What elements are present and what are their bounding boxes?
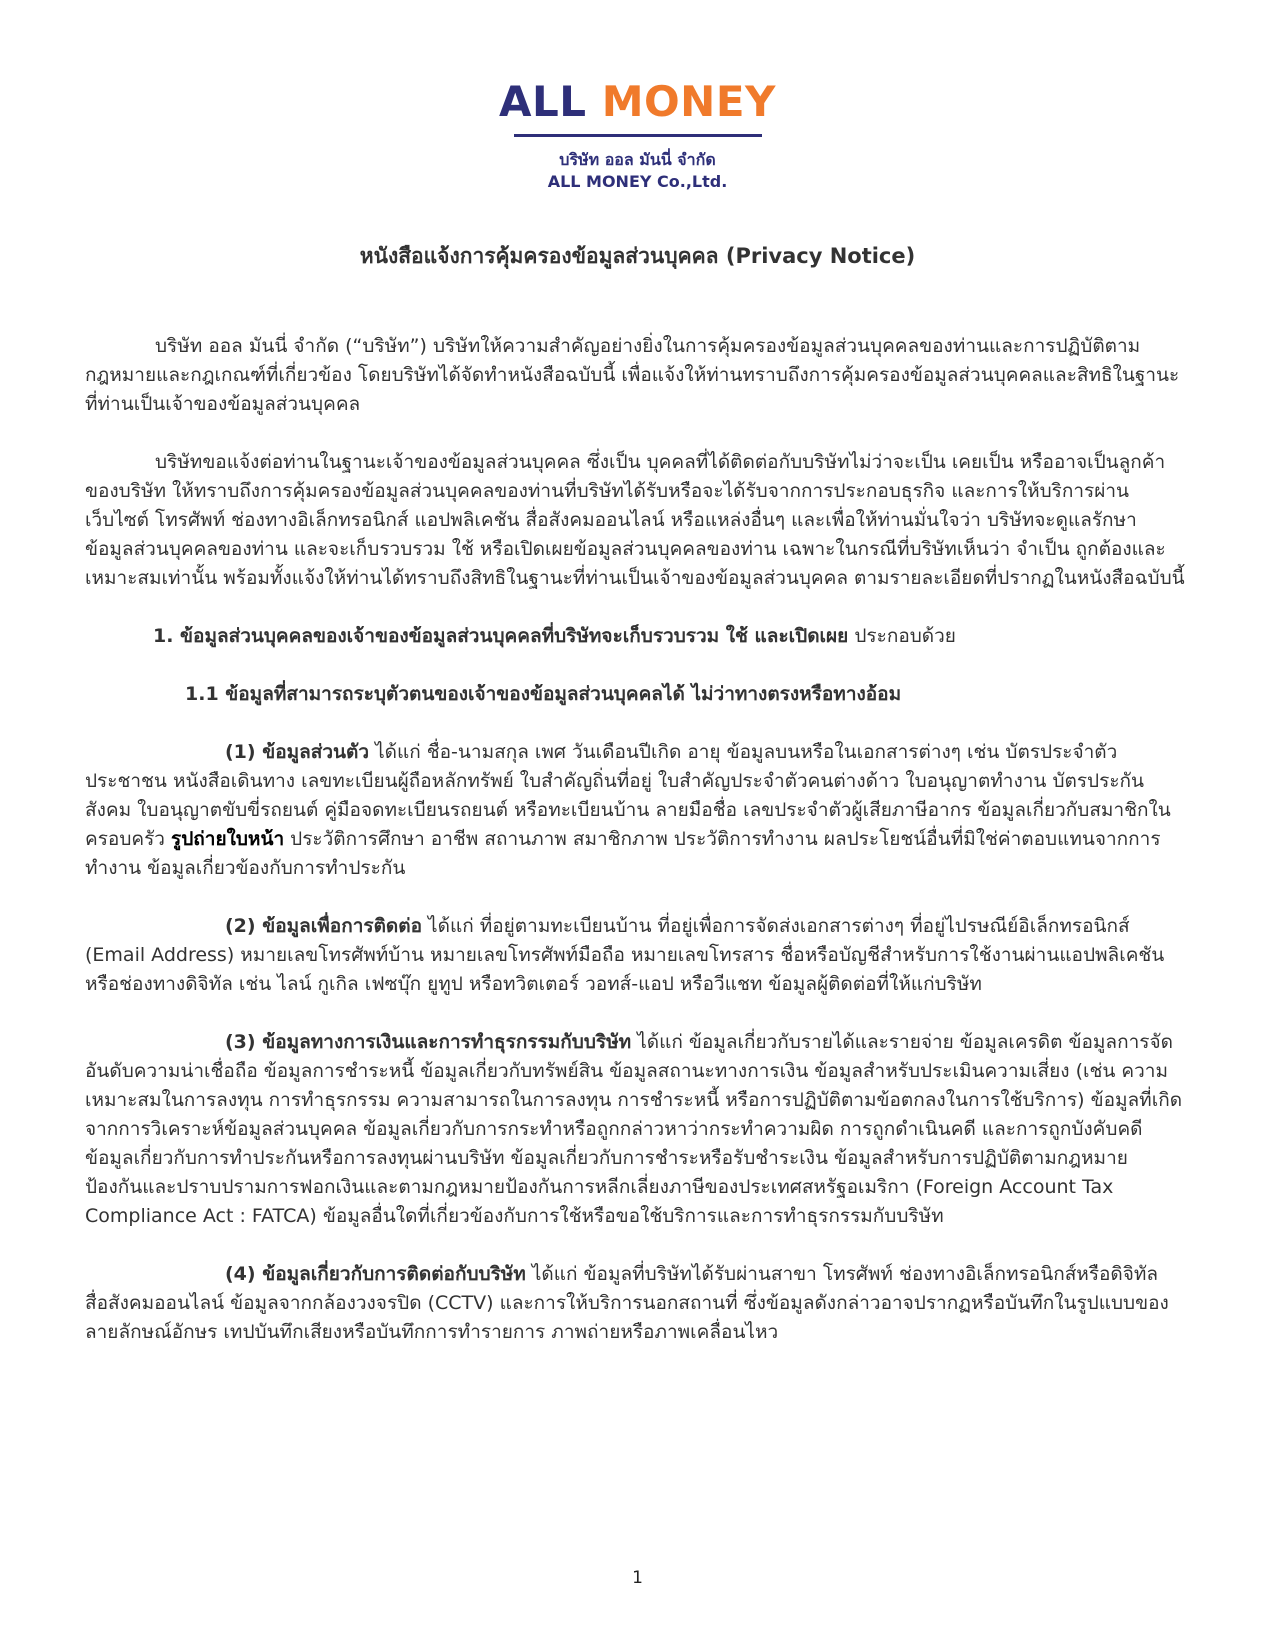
item-4-text: ได้แก่ ข้อมูลที่บริษัทได้รับผ่านสาขา โทรศัพท์ ช่องทางอิเล็กทรอนิกส์หรือดิจิทัล สื่อสังคมออนไลน์ ข้อมูลจากกล้องวงจรปิด (CCTV) และการให้บริการนอกสถานที่ ซึ่งข้อมูลดังกล่าวอาจปรากฏหรือบันทึกในรูปแบบของลายลักษณ์อักษร เทปบันทึกเสียงหรือบันทึกการทำรายการ ภาพถ่ายหรือภาพเคลื่อนไหว — [85, 1263, 1169, 1343]
section-1-1-heading: 1.1 ข้อมูลที่สามารถระบุตัวตนของเจ้าของข้อมูลส่วนบุคคลได้ ไม่ว่าทางตรงหรือทางอ้อม — [185, 683, 902, 705]
logo-company-english: ALL MONEY Co.,Ltd. — [547, 172, 728, 191]
item-2-label: (2) ข้อมูลเพื่อการติดต่อ — [225, 915, 423, 937]
item-2-contact-data — [85, 912, 1185, 999]
section-1-heading-bold: 1. ข้อมูลส่วนบุคคลของเจ้าของข้อมูลส่วนบุคคลที่บริษัทจะเก็บรวบรวม ใช้ และเปิดเผย — [153, 625, 849, 647]
section-1-heading-rest: ประกอบด้วย — [848, 625, 956, 647]
item-2-text: ได้แก่ ที่อยู่ตามทะเบียนบ้าน ที่อยู่เพื่อการจัดส่งเอกสารต่างๆ ที่อยู่ไปรษณีย์อิเล็กทรอนิกส์ (Email Address) หมายเลขโทรศัพท์บ้าน หมายเลขโทรศัพท์มือถือ หมายเลขโทรสาร ชื่อหรือบัญชีสำหรับการใช้งานผ่านแอปพลิเคชันหรือช่องทางดิจิทัล เช่น ไลน์ กูเกิล เฟซบุ๊ก ยูทูป หรือทวิตเตอร์ วอทส์-แอป หรือวีแชท ข้อมูลผู้ติดต่อที่ให้แก่บริษัท — [85, 915, 1165, 995]
item-4-label: (4) ข้อมูลเกี่ยวกับการติดต่อกับบริษัท — [225, 1263, 526, 1285]
intro-paragraph-1: บริษัท ออล มันนี่ จำกัด (“บริษัท”) บริษัทให้ความสำคัญอย่างยิ่งในการคุ้มครองข้อมูลส่วนบุคคลของท่านและการปฏิบัติตามกฎหมายและกฎเกณฑ์ที่เกี่ยวข้อง โดยบริษัทได้จัดทำหนังสือฉบับนี้ เพื่อแจ้งให้ท่านทราบถึงการคุ้มครองข้อมูลส่วนบุคคลและสิทธิในฐานะที่ท่านเป็นเจ้าของข้อมูลส่วนบุคคล — [85, 335, 1180, 415]
item-1-personal-data — [85, 738, 1185, 883]
logo-word-all: ALL — [499, 77, 587, 126]
item-3-label: (3) ข้อมูลทางการเงินและการทำธุรกรรมกับบริษัท — [225, 1031, 632, 1053]
logo-underline — [514, 134, 762, 137]
intro-paragraph-2: บริษัทขอแจ้งต่อท่านในฐานะเจ้าของข้อมูลส่วนบุคคล ซึ่งเป็น บุคคลที่ได้ติดต่อกับบริษัทไม่ว่าจะเป็น เคยเป็น หรืออาจเป็นลูกค้าของบริษัท ให้ทราบถึงการคุ้มครองข้อมูลส่วนบุคคลของท่านที่บริษัทได้รับหรือจะได้รับจากการประกอบธุรกิจ และการให้บริการผ่านเว็บไซต์ โทรศัพท์ ช่องทางอิเล็กทรอนิกส์ แอปพลิเคชัน สื่อสังคมออนไลน์ หรือแหล่งอื่นๆ และเพื่อให้ท่านมั่นใจว่า บริษัทจะดูแลรักษาข้อมูลส่วนบุคคลของท่าน และจะเก็บรวบรวม ใช้ หรือเปิดเผยข้อมูลส่วนบุคคลของท่าน เฉพาะในกรณีที่บริษัทเห็นว่า จำเป็น ถูกต้องและเหมาะสมเท่านั้น พร้อมทั้งแจ้งให้ท่านได้ทราบถึงสิทธิในฐานะที่ท่านเป็นเจ้าของข้อมูลส่วนบุคคล ตามรายละเอียดที่ปรากฏในหนังสือฉบับนี้ — [85, 451, 1185, 589]
item-3-text: ได้แก่ ข้อมูลเกี่ยวกับรายได้และรายจ่าย ข้อมูลเครดิต ข้อมูลการจัดอันดับความน่าเชื่อถือ ข้อมูลการชำระหนี้ ข้อมูลเกี่ยวกับทรัพย์สิน ข้อมูลสถานะทางการเงิน ข้อมูลสำหรับประเมินความเสี่ยง (เช่น ความเหมาะสมในการลงทุน การทำธุรกรรม ความสามารถในการลงทุน การชำระหนี้ หรือการปฏิบัติตามข้อตกลงในการใช้บริการ) ข้อมูลที่เกิดจากการวิเคราะห์ข้อมูลส่วนบุคคล ข้อมูลเกี่ยวกับการกระทำหรือถูกกล่าวหาว่ากระทำความผิด การถูกดำเนินคดี และการถูกบังคับคดี ข้อมูลเกี่ยวกับการทำประกันหรือการลงทุนผ่านบริษัท ข้อมูลเกี่ยวกับการชำระหรือรับชำระเงิน ข้อมูลสำหรับการปฏิบัติตามกฎหมายป้องกันและปราบปรามการฟอกเงินและตามกฎหมายป้องกันการหลีกเลี่ยงภาษีของประเทศสหรัฐอเมริกา (Foreign Account Tax Compliance Act : FATCA) ข้อมูลอื่นใดที่เกี่ยวข้องกับการใช้หรือขอใช้บริการและการทำธุรกรรมกับบริษัท — [85, 1031, 1183, 1227]
item-1-text-a: ได้แก่ ชื่อ-นามสกุล เพศ วันเดือนปีเกิด อายุ ข้อมูลบนหรือในเอกสารต่างๆ เช่น บัตรประจำตัวประชาชน หนังสือเดินทาง เลขทะเบียนผู้ถือหลักทรัพย์ ใบสำคัญถิ่นที่อยู่ ใบสำคัญประจำตัวคนต่างด้าว ใบอนุญาตทำงาน บัตรประกันสังคม ใบอนุญาตขับขี่รถยนต์ คู่มือจดทะเบียนรถยนต์ หรือทะเบียนบ้าน ลายมือชื่อ เลขประจำตัวผู้เสียภาษีอากร ข้อมูลเกี่ยวกับสมาชิกในครอบครัว — [85, 741, 1171, 850]
item-3-financial-data — [85, 1028, 1185, 1231]
item-1-label: (1) ข้อมูลส่วนตัว — [225, 741, 370, 763]
item-1-text-b: ประวัติการศึกษา อาชีพ สถานภาพ สมาชิกภาพ ประวัติการทำงาน ผลประโยชน์อื่นที่มิใช่ค่าตอบแทนจากการทำงาน ข้อมูลเกี่ยวข้องกับการทำประกัน — [85, 828, 1161, 879]
logo-word-money: MONEY — [601, 77, 776, 126]
logo-company-thai: บริษัท ออล มันนี่ จำกัด — [559, 150, 716, 169]
item-4-interaction-data — [85, 1260, 1185, 1347]
page-number: 1 — [632, 1568, 643, 1588]
document-body — [85, 332, 1185, 1376]
item-1-bold-mid: รูปถ่ายใบหน้า — [171, 828, 285, 850]
section-1-heading — [85, 622, 1185, 651]
document-title: หนังสือแจ้งการคุ้มครองข้อมูลส่วนบุคคล (Privacy Notice) — [359, 244, 916, 268]
company-logo — [0, 78, 1275, 193]
logo-wordmark — [0, 78, 1275, 126]
